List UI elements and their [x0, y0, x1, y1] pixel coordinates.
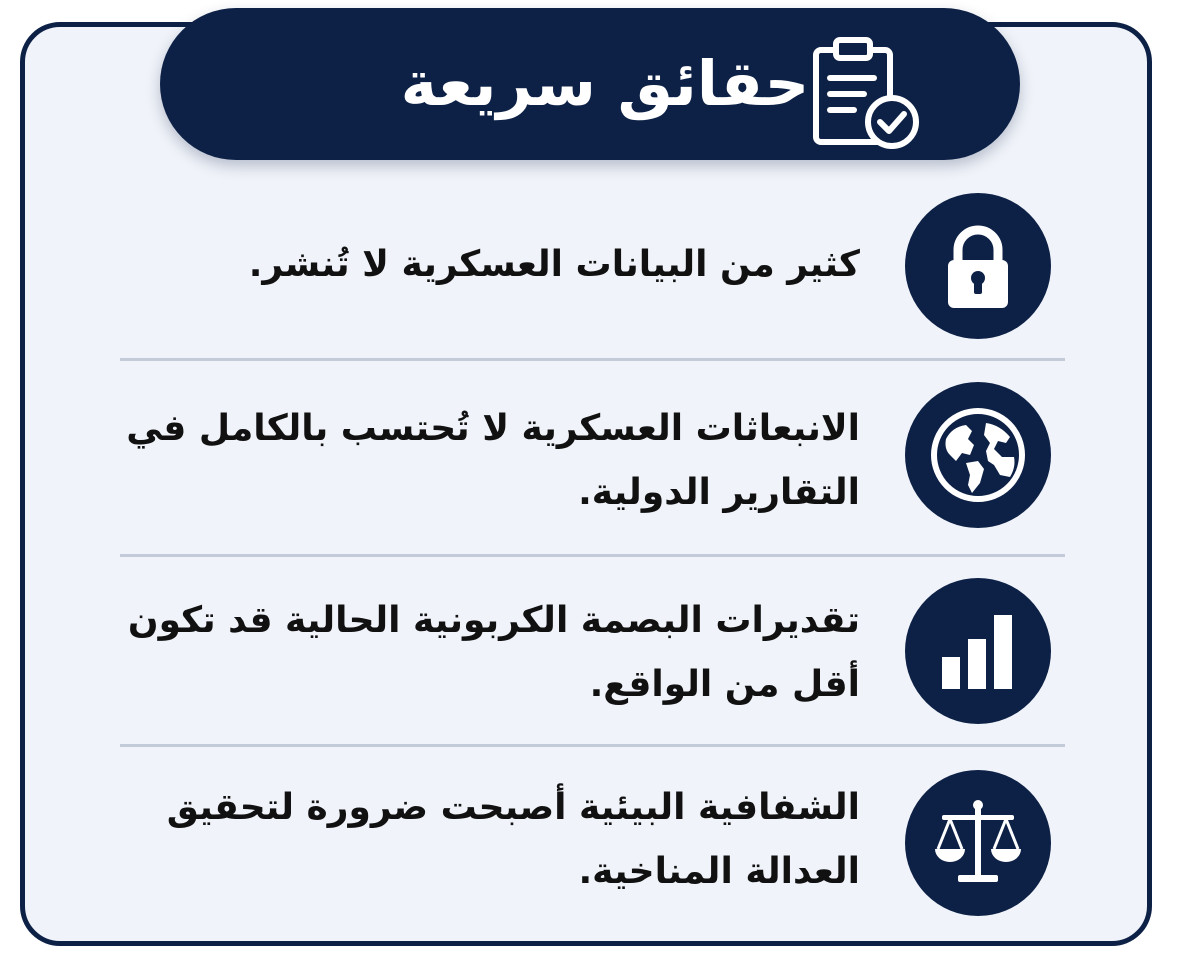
- fact-icon-4: [905, 770, 1051, 916]
- globe-icon: [928, 405, 1028, 505]
- fact-item-1: [120, 193, 1065, 341]
- fact-text-3: تقديرات البصمة الكربونية الحالية قد تكون أقل من الواقع.: [127, 600, 860, 705]
- fact-item-3: [120, 577, 1065, 727]
- header-title: حقائق سريعة: [400, 47, 810, 120]
- fact-icon-1: [905, 193, 1051, 339]
- fact-text-2: الانبعاثات العسكرية لا تُحتسب بالكامل في التقارير الدولية.: [126, 408, 860, 513]
- scales-icon: [928, 793, 1028, 893]
- fact-text-1: كثير من البيانات العسكرية لا تُنشر.: [248, 244, 860, 285]
- fact-text-4: الشفافية البيئية أصبحت ضرورة لتحقيق العدالة المناخية.: [166, 787, 860, 892]
- clipboard-check-icon: [808, 34, 928, 154]
- fact-icon-2: [905, 382, 1051, 528]
- divider-2: [120, 554, 1065, 557]
- fact-item-4: [120, 770, 1065, 920]
- header-banner: [160, 8, 1020, 160]
- lock-icon: [928, 216, 1028, 316]
- divider-1: [120, 358, 1065, 361]
- divider-3: [120, 744, 1065, 747]
- fact-icon-3: [905, 578, 1051, 724]
- fact-item-2: [120, 381, 1065, 531]
- bar-chart-icon: [928, 601, 1028, 701]
